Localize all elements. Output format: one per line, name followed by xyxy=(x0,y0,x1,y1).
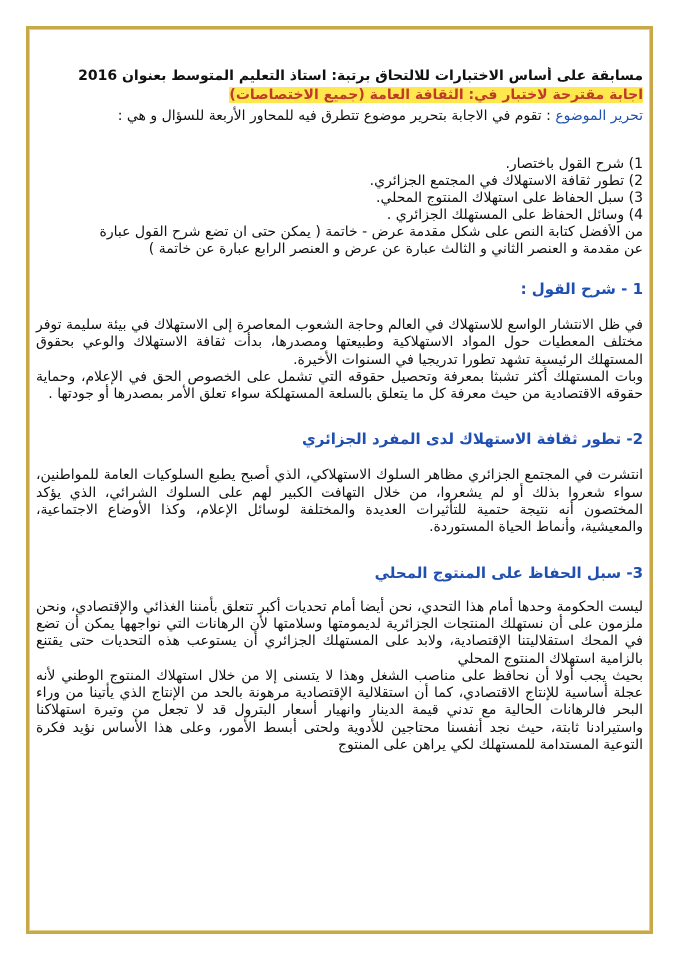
section-body xyxy=(36,599,643,755)
plan-item: 2) تطور ثقافة الاستهلاك في المجتمع الجزائري. xyxy=(369,173,643,189)
exam-subtitle xyxy=(36,86,643,105)
topic-label: تحرير الموضوع xyxy=(555,108,643,124)
paragraph: وبات المستهلك أكثر تشبثا بمعرفة وتحصيل حقوقه التي تشمل على الخصوص الحق في الإعلام، وحماية حقوقه الاقتصادية من حيث معرفة كل ما يتعلق بالسلعة المستهلكة سواء تعلق الأمر بمصدرها أو جودتها . xyxy=(36,368,643,403)
section-body xyxy=(36,467,643,536)
answer-plan xyxy=(36,156,643,258)
exam-subtitle-highlight: اجابة مقترحة لاختبار في: الثقافة العامة (جميع الاختصاصات) xyxy=(229,87,643,103)
exam-title: مسابقة على أساس الاختبارات للالتحاق برتبة: استاذ التعليم المتوسط بعنوان 2016 xyxy=(78,68,643,84)
section-title: 3- سبل الحفاظ على المنتوج المحلي xyxy=(374,563,643,582)
paragraph: بحيث يجب أولا أن نحافظ على مناصب الشغل وهذا لا يتسنى إلا من خلال استهلاك المنتوج الوطني لأنه عجلة أساسية للإنتاج الاقتصادي، كما أن استقلالية الإقتصادية مرهونة بالحد من الإنتاج الذي يأتينا من وراء البحر فالرهانات الحالية مع تدني قيمة الدينار وانهيار أسعار البترول قد لا تجعل من وتيرة استهلاكنا واستيرادنا ثابتة، حيث نجد أنفسنا محتاجين للأدوية ولحتى أبسط الأمور، وعلى هذا الأساس نؤيد فكرة التوعية المستدامة للمستهلك لكي يراهن على المنتوج xyxy=(36,667,643,754)
paragraph: انتشرت في المجتمع الجزائري مظاهر السلوك الاستهلاكي، الذي أصبح يطبع السلوكيات العامة للمواطنين، سواء شعروا بذلك أو لم يشعروا، من خلال التهافت الكبير لهم على السلوك الشرائي، الذي يؤكد المختصون أنه نتيجة حتمية للتأثيرات العديدة والمختلفة لوسائل الإعلام، وكذا الأوضاع الاجتماعية، والمعيشية، وأنماط الحياة المستوردة. xyxy=(36,467,643,536)
paragraph: في ظل الانتشار الواسع للاستهلاك في العالم وحاجة الشعوب المعاصرة إلى الاستهلاك في بيئة سليمة توفر مختلف المعطيات حول المواد الاستهلاكية وطبيعتها ومصدرها، بدأت ثقافة الاستهلاك والوعي بحقوق المستهلك الرئيسية تشهد تطورا تدريجيا في السنوات الأخيرة. xyxy=(36,317,643,368)
plan-item: 3) سبل الحفاظ على استهلاك المنتوج المحلي. xyxy=(376,190,643,206)
plan-note: من الأفضل كتابة النص على شكل مقدمة عرض - خاتمة ( يمكن حتى ان تضع شرح القول عبارة xyxy=(99,224,643,240)
plan-item: 1) شرح القول باختصار. xyxy=(505,156,643,172)
plan-item: 4) وسائل الحفاظ على المستهلك الجزائري . xyxy=(386,207,643,223)
document-page xyxy=(36,30,643,754)
section-title: 1 - شرح القول : xyxy=(520,280,643,298)
topic-text: : تقوم في الاجابة بتحرير موضوع تتطرق فيه للمحاور الأربعة للسؤال و هي : xyxy=(117,108,556,124)
plan-note: عن مقدمة و العنصر الثاني و الثالث عبارة عن عرض و العنصر الرابع عبارة عن خاتمة ) xyxy=(148,241,643,257)
section-body xyxy=(36,317,643,403)
topic-instruction xyxy=(36,106,643,126)
section-title: 2- تطور ثقافة الاستهلاك لدى المفرد الجزائري xyxy=(302,430,643,449)
paragraph: ليست الحكومة وحدها أمام هذا التحدي، نحن أيضا أمام تحديات أكبر تتعلق بأمننا الغذائي والإقتصادي، ونحن ملزمون على أن نستهلك المنتجات الجزائرية لديمومتها وسلامتها لأن الرهانات التي نواجهها يمكن أن تضع في المحك استقلاليتنا الإقتصادية، ولابد على المستهلك الجزائري أن يستوعب هذه التحديات حتى يقتنع بالزامية استهلاك المنتوج المحلي xyxy=(36,598,643,667)
